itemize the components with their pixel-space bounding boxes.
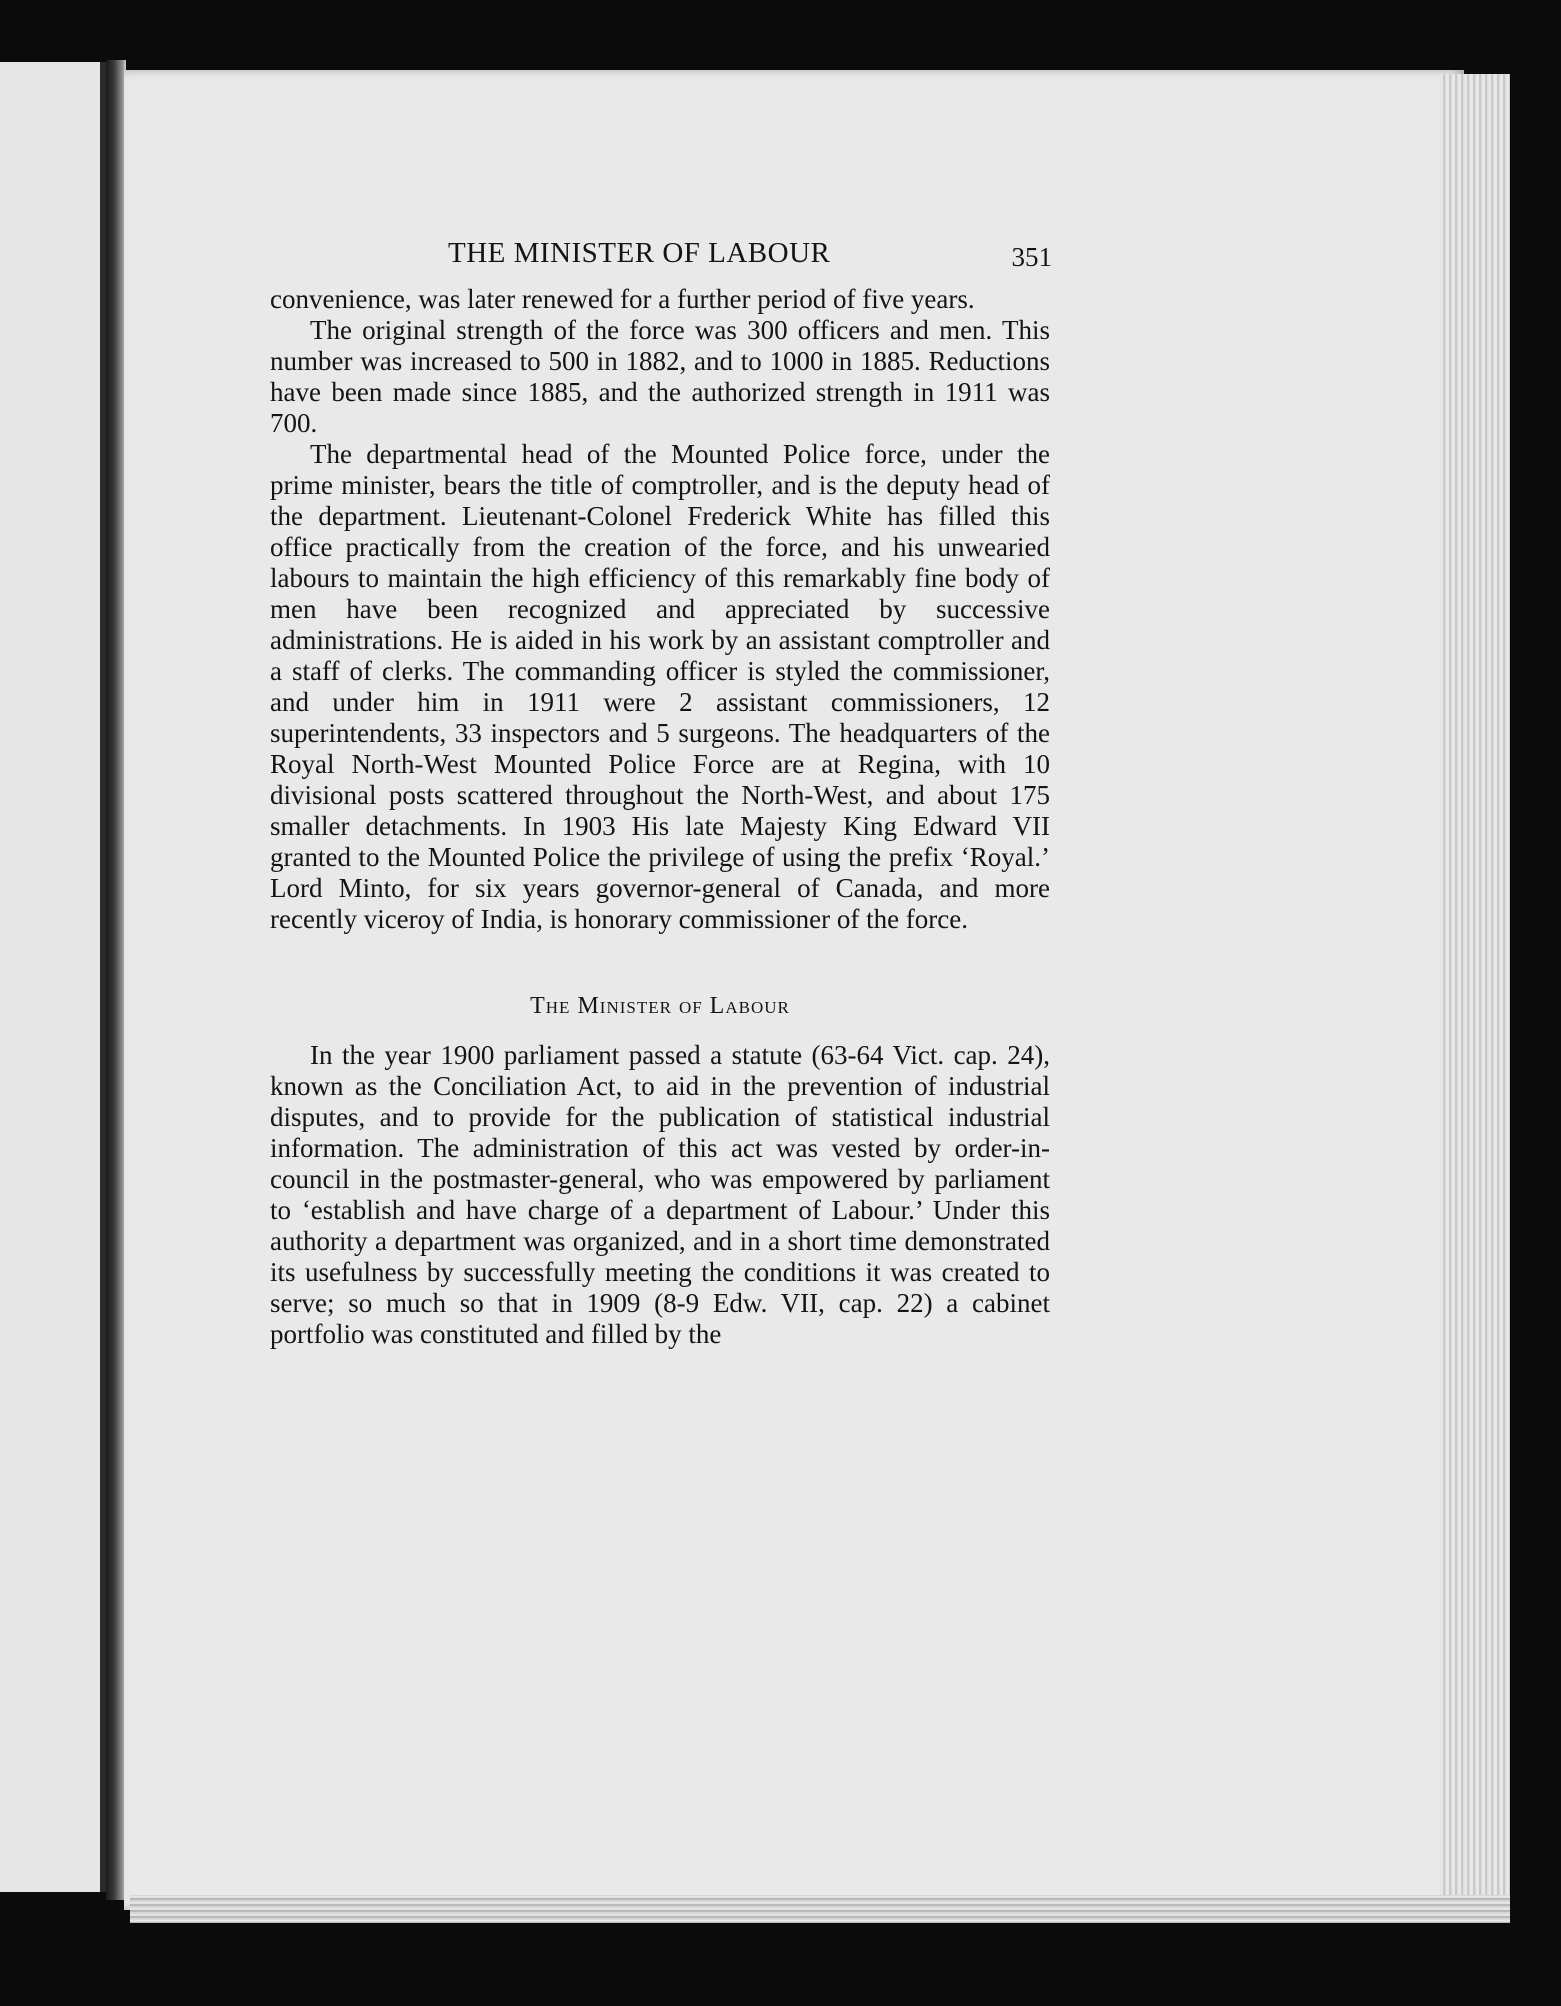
paragraph-continuation: convenience, was later renewed for a further period of five years.	[270, 284, 975, 314]
paragraph-departmental-head: The departmental head of the Mounted Police force, under the prime minister, bears the title of comptroller, and is the deputy head of the department. Lieutenant-Colonel Frederick White has filled this office practically from the creation of the force, and his unwearied labours to maintain the high efficiency of this remarkably fine body of men have been recognized and appreciated by successive administrations. He is aided in his work by an assistant comptroller and a staff of clerks. The commanding officer is styled the commissioner, and under him in 1911 were 2 assistant commissioners, 12 superintendents, 33 inspectors and 5 surgeons. The headquarters of the Royal North-West Mounted Police Force are at Regina, with 10 divisional posts scattered throughout the North-West, and about 175 smaller detachments. In 1903 His late Majesty King Edward VII granted to the Mounted Police the privilege of using the prefix ‘Royal.’ Lord Minto, for six years governor-general of Canada, and more recently viceroy of India, is honorary commissioner of the force.	[270, 439, 1050, 934]
paragraph-force-strength: The original strength of the force was 300 officers and men. This number was increased to 500 in 1882, and to 1000 in 1885. Reductions have been made since 1885, and the authorized strength in 1911 was 700.	[270, 315, 1050, 438]
page-stack-edges	[1440, 74, 1510, 1914]
page-text	[270, 238, 1050, 1350]
previous-page-edge	[0, 62, 106, 1892]
book-gutter	[106, 60, 126, 1900]
paragraph-conciliation-act: In the year 1900 parliament passed a statute (63-64 Vict. cap. 24), known as the Conciliation Act, to aid in the prevention of industrial disputes, and to provide for the publication of statistical industrial information. The administration of this act was vested by order-in-council in the postmaster-general, who was empowered by parliament to ‘establish and have charge of a department of Labour.’ Under this authority a department was organized, and in a short time demonstrated its usefulness by successfully meeting the conditions it was created to serve; so much so that in 1909 (8-9 Edw. VII, cap. 22) a cabinet portfolio was constituted and filled by the	[270, 1040, 1050, 1349]
section-heading: The Minister of Labour	[530, 993, 790, 1019]
running-head	[270, 238, 1050, 278]
running-title: THE MINISTER OF LABOUR	[448, 237, 831, 269]
page-stack-bottom	[130, 1895, 1510, 1923]
page-number: 351	[1011, 242, 1052, 272]
